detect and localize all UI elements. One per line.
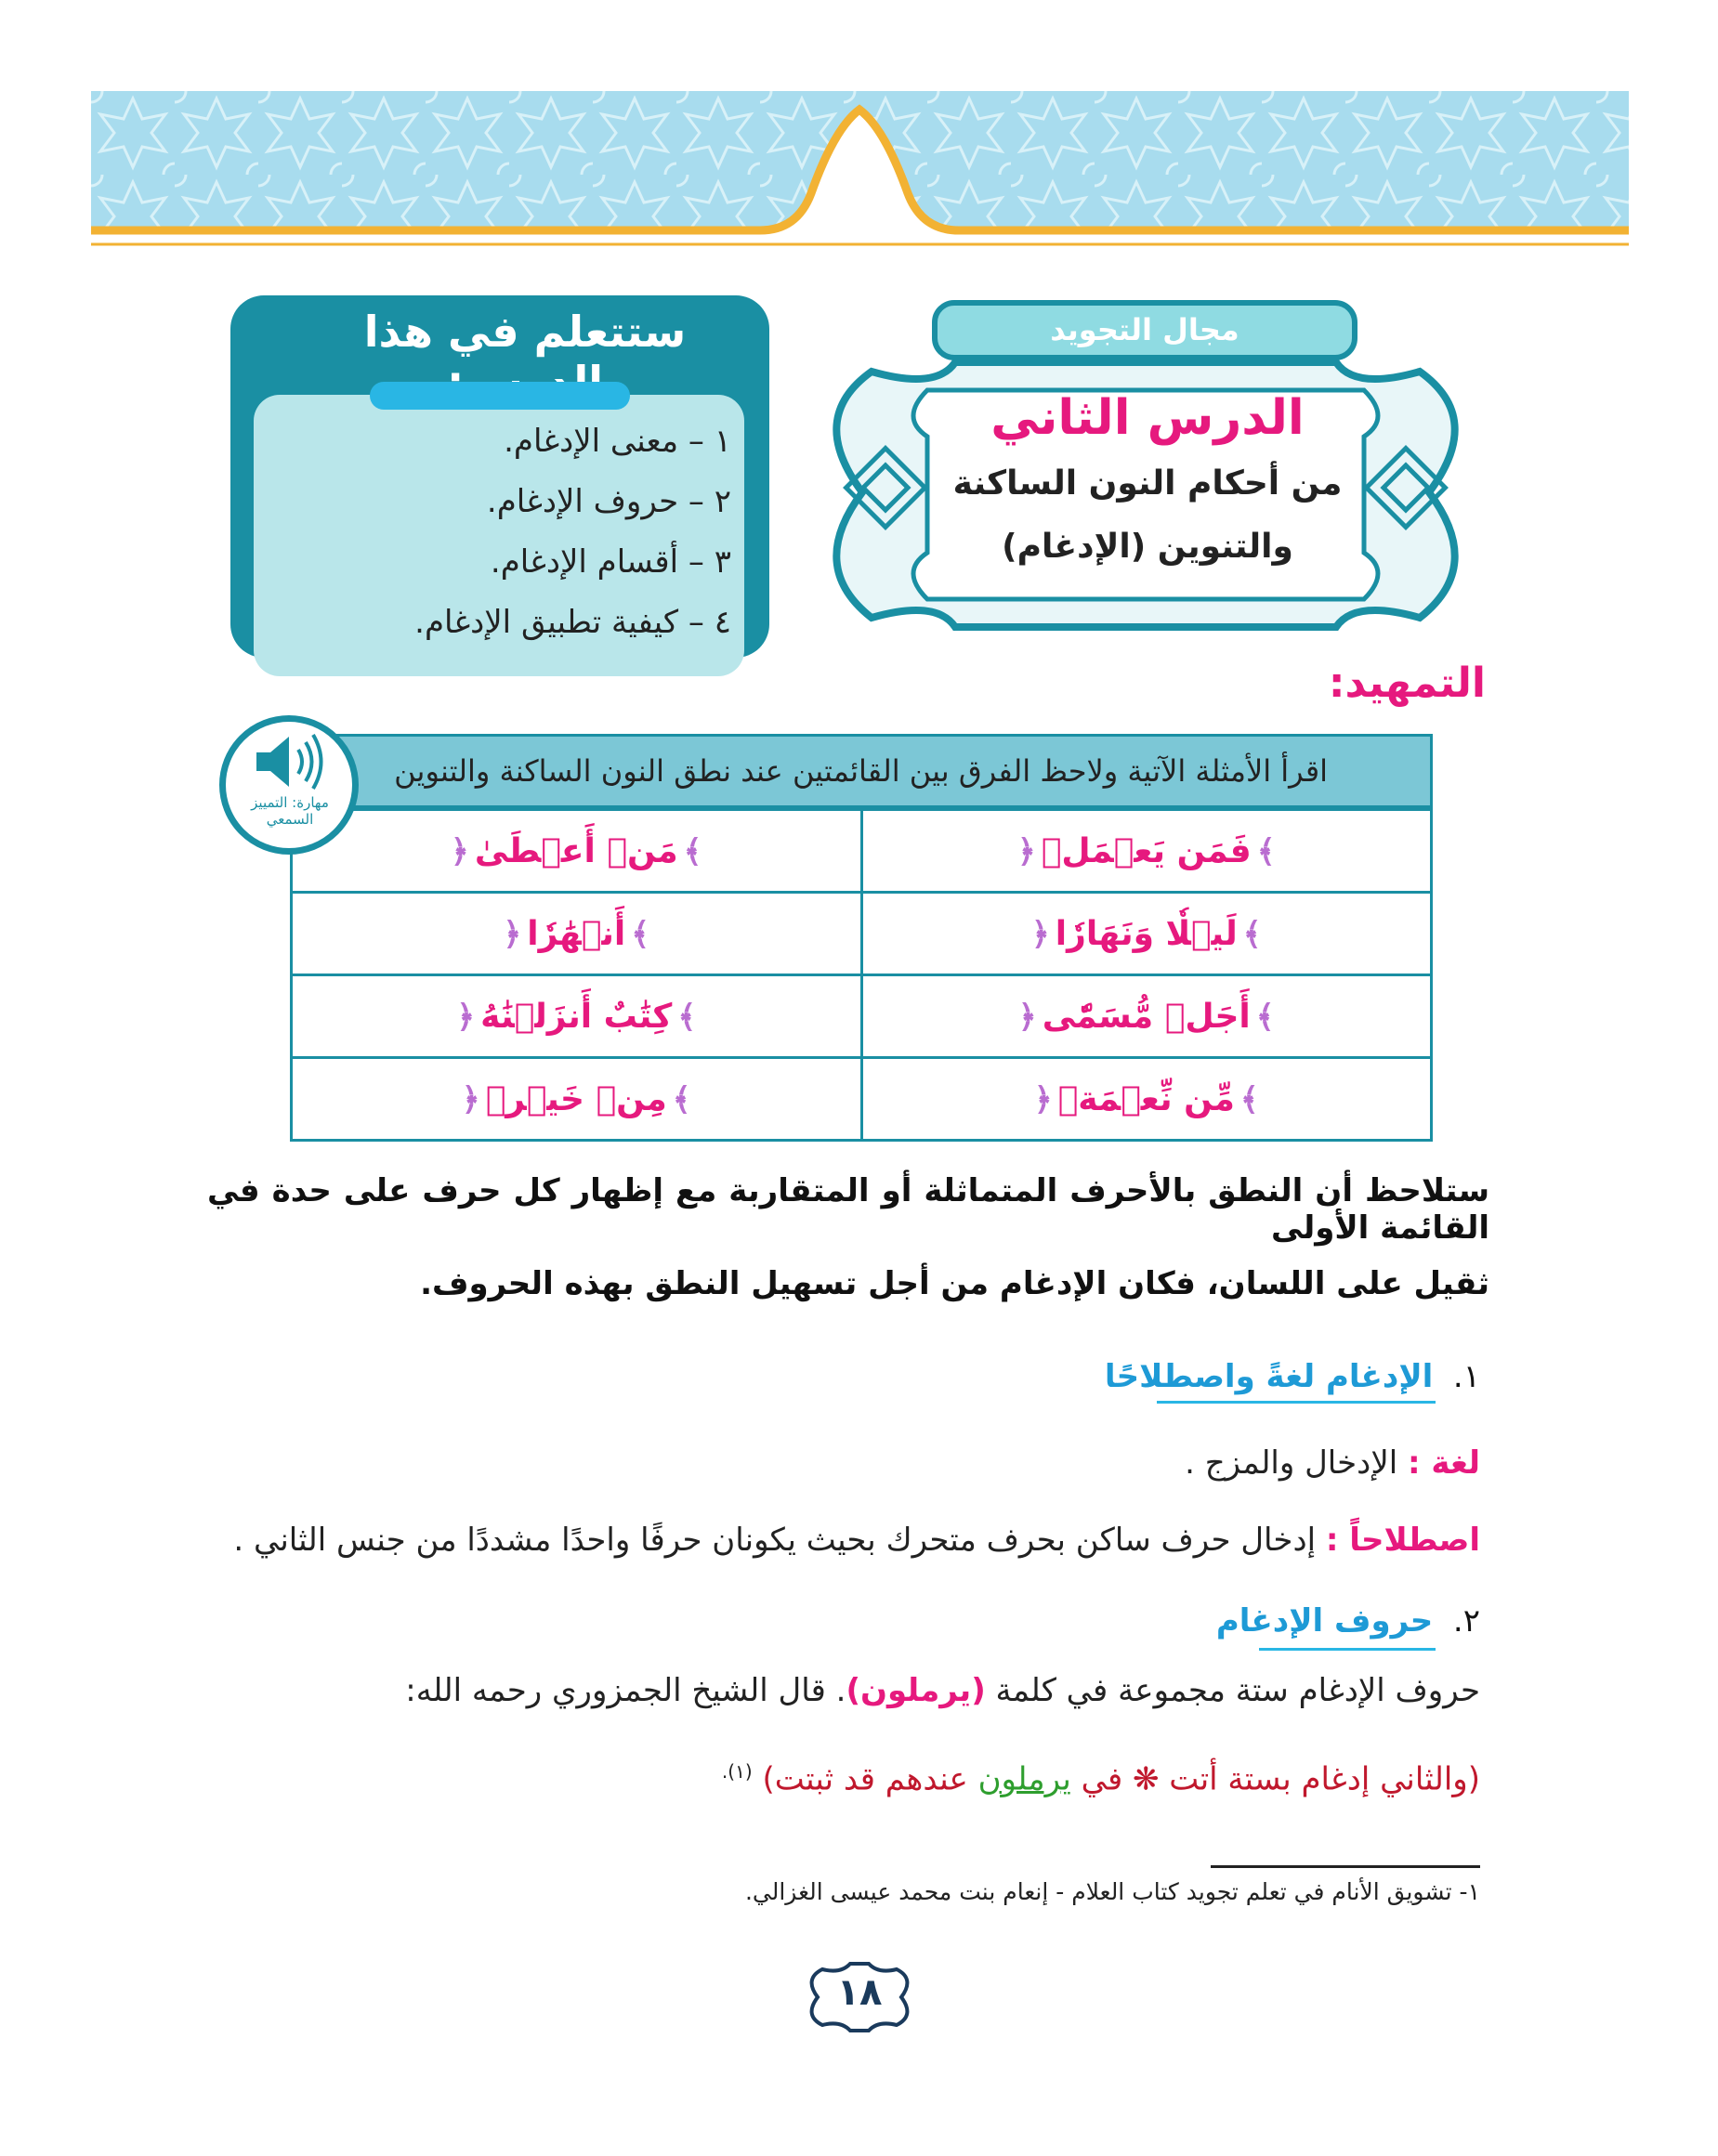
poem-verse: (والثاني إدغام بستة أتت ❋ في يرملون عندهم قد ثبتت) $^{(١).}$ [721, 1760, 1480, 1798]
section-underline [1157, 1401, 1436, 1404]
learn-title: ستتعلم في هذا [363, 307, 687, 357]
paragraph: ثقيل على اللسان، فكان الإدغام من أجل تسهيل النطق بهذه الحروف. [420, 1265, 1489, 1302]
section-heading-1: ١. الإدغام لغةً واصطلاحًا [1104, 1358, 1480, 1395]
learn-item: ١ – معنى الإدغام. [504, 423, 731, 460]
table-row [292, 975, 1432, 1058]
learn-accent-bar [370, 382, 630, 410]
learn-item: ٢ – حروف الإدغام. [486, 483, 731, 520]
learn-item: ٤ – كيفية تطبيق الإدغام. [414, 604, 731, 641]
table-row [292, 810, 1432, 893]
letters-sentence: حروف الإدغام ستة مجموعة في كلمة (يرملون). قال الشيخ الجمزوري رحمه الله: [405, 1672, 1480, 1709]
learn-item: ٣ – أقسام الإدغام. [490, 543, 731, 581]
example-cell-right: ﴾أَجَلٖ مُّسَمّٗى﴿ [861, 975, 1432, 1058]
section-heading-2: ٢. حروف الإدغام [1215, 1602, 1480, 1640]
example-cell-left: ﴾كِتَٰبٌ أَنزَلۡنَٰهُ﴿ [292, 975, 862, 1058]
example-cell-left: ﴾أَنۡهَٰرٗا﴿ [292, 893, 862, 975]
lesson-subtitle-line2: والتنوين (الإدغام) [1002, 528, 1293, 566]
table-row [292, 893, 1432, 975]
section-underline [1259, 1648, 1436, 1651]
definition-istilah: اصطلاحاً : إدخال حرف ساكن بحرف متحرك بحيث يكونان حرفًا واحدًا مشددًا من جنس الثاني . [233, 1522, 1480, 1559]
lesson-subtitle-line1: من أحكام النون الساكنة [952, 464, 1343, 503]
examples-table [290, 808, 1433, 1142]
table-header: اقرأ الأمثلة الآتية ولاحظ الفرق بين القائمتين عند نطق النون الساكنة والتنوين [290, 734, 1433, 808]
footnote-divider [1211, 1865, 1480, 1868]
intro-heading: التمهيد: [1328, 660, 1486, 707]
example-cell-right: ﴾فَمَن يَعۡمَلۡ﴿ [861, 810, 1432, 893]
definition-lugha: لغة : الإدخال والمزج . [1185, 1444, 1480, 1482]
lesson-title: الدرس الثاني [990, 390, 1305, 446]
table-row [292, 1058, 1432, 1141]
paragraph: ستلاحظ أن النطق بالأحرف المتماثلة أو المتقاربة مع إظهار كل حرف على حدة في القائمة الأولى [207, 1172, 1489, 1247]
field-tab: مجال التجويد [932, 300, 1357, 360]
header-banner [91, 91, 1629, 263]
example-cell-right: ﴾لَيۡلٗا وَنَهَارٗا﴿ [861, 893, 1432, 975]
footnote: ١- تشويق الأنام في تعلم تجويد كتاب العلام - إنعام بنت محمد عيسى الغزالي. [744, 1878, 1480, 1905]
page-number: ١٨ [836, 1971, 883, 2014]
example-cell-left: ﴾مَنۡ أَعۡطَىٰ﴿ [292, 810, 862, 893]
example-cell-right: ﴾مِّن نِّعۡمَةٖ﴿ [861, 1058, 1432, 1141]
example-cell-left: ﴾مِنۡ خَيۡرٖ﴿ [292, 1058, 862, 1141]
speaker-icon[interactable] [247, 729, 331, 794]
skill-label: مهارة: التمييز السمعي [251, 794, 329, 828]
